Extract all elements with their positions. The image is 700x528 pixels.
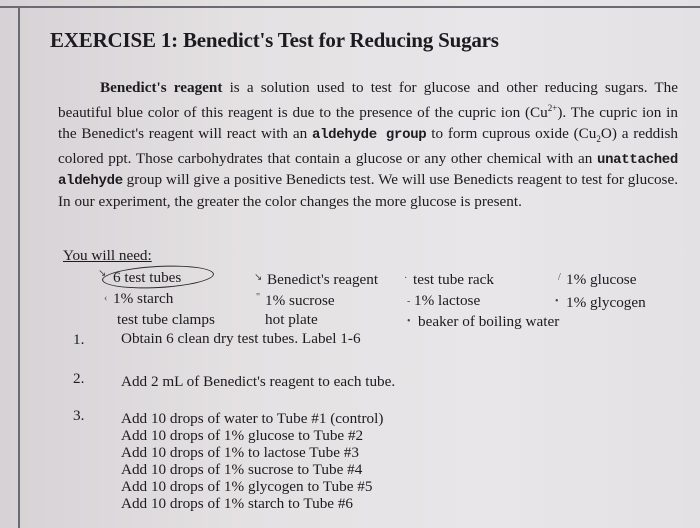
- page-border-left: [18, 6, 20, 528]
- step-number: 1.: [73, 331, 85, 348]
- step-3-line-1: Add 10 drops of water to Tube #1 (control): [121, 410, 384, 427]
- step-number: 3.: [73, 407, 85, 424]
- material-starch: 1% starch: [113, 290, 174, 307]
- exercise-title: EXERCISE 1: Benedict's Test for Reducing Sugars: [50, 28, 499, 52]
- intro-text-2: ). The cupric ion in the Benedict's reagent will react with an: [58, 104, 678, 142]
- material-benedicts-reagent: Benedict's reagent: [267, 271, 379, 288]
- material-hot-plate: hot plate: [265, 311, 318, 328]
- intro-aldehyde-group: aldehyde group: [311, 126, 427, 143]
- checkmark-pen-mark: ↘: [254, 272, 263, 283]
- checkmark-pen-mark: •: [407, 316, 411, 327]
- material-lactose: 1% lactose: [414, 292, 481, 309]
- step-2-line: Add 2 mL of Benedict's reagent to each tube.: [121, 373, 396, 390]
- step-number: 2.: [73, 370, 85, 387]
- intro-text-5: group will give a positive Benedicts test. We will use Benedicts reagent to test for glucose. In our experiment, the greater the color changes the more glucose is present.: [58, 171, 678, 210]
- cuprous-oxide-subscript: 2: [596, 133, 601, 144]
- intro-text-4: O) a reddish colored ppt. Those carbohydrates that contain a glucose or any other chemical with an: [58, 124, 678, 167]
- checkmark-pen-mark: ‹: [104, 293, 108, 304]
- material-test-tubes: 6 test tubes: [113, 269, 182, 286]
- material-test-tube-rack: test tube rack: [413, 271, 494, 288]
- step-3-line-6: Add 10 drops of 1% starch to Tube #6: [121, 495, 354, 512]
- step-3-line-2: Add 10 drops of 1% glucose to Tube #2: [121, 427, 364, 444]
- material-glycogen: 1% glycogen: [566, 294, 646, 311]
- material-test-tube-clamps: test tube clamps: [117, 311, 215, 328]
- material-glucose: 1% glucose: [566, 271, 637, 288]
- checkmark-pen-mark: ↘: [98, 268, 107, 279]
- intro-text-3: to form cuprous oxide (Cu: [426, 124, 597, 142]
- intro-paragraph: [58, 78, 678, 212]
- checkmark-pen-mark: -: [407, 296, 411, 307]
- checkmark-pen-mark: ": [256, 292, 261, 303]
- intro-reagent-term: Benedict's reagent: [100, 79, 223, 96]
- step-3-line-3: Add 10 drops of 1% to lactose Tube #3: [121, 444, 359, 461]
- material-beaker: beaker of boiling water: [418, 313, 560, 330]
- step-3-line-5: Add 10 drops of 1% glycogen to Tube #5: [121, 478, 373, 495]
- intro-unattached-aldehyde: unattached aldehyde: [58, 151, 678, 190]
- checkmark-pen-mark: ·: [404, 273, 408, 284]
- page-border-top: [0, 6, 700, 8]
- materials-heading: You will need:: [63, 247, 152, 264]
- step-1-line: Obtain 6 clean dry test tubes. Label 1-6: [121, 330, 361, 347]
- checkmark-pen-mark: /: [558, 272, 561, 283]
- step-3-line-4: Add 10 drops of 1% sucrose to Tube #4: [121, 461, 363, 478]
- checkmark-pen-mark: •: [555, 296, 559, 307]
- material-sucrose: 1% sucrose: [265, 292, 335, 309]
- intro-text-1: is a solution used to test for glucose and other reducing sugars. The beautiful blue color of this reagent is due to the presence of the cupric ion (Cu: [58, 79, 679, 122]
- cupric-ion-charge: 2+: [547, 103, 558, 114]
